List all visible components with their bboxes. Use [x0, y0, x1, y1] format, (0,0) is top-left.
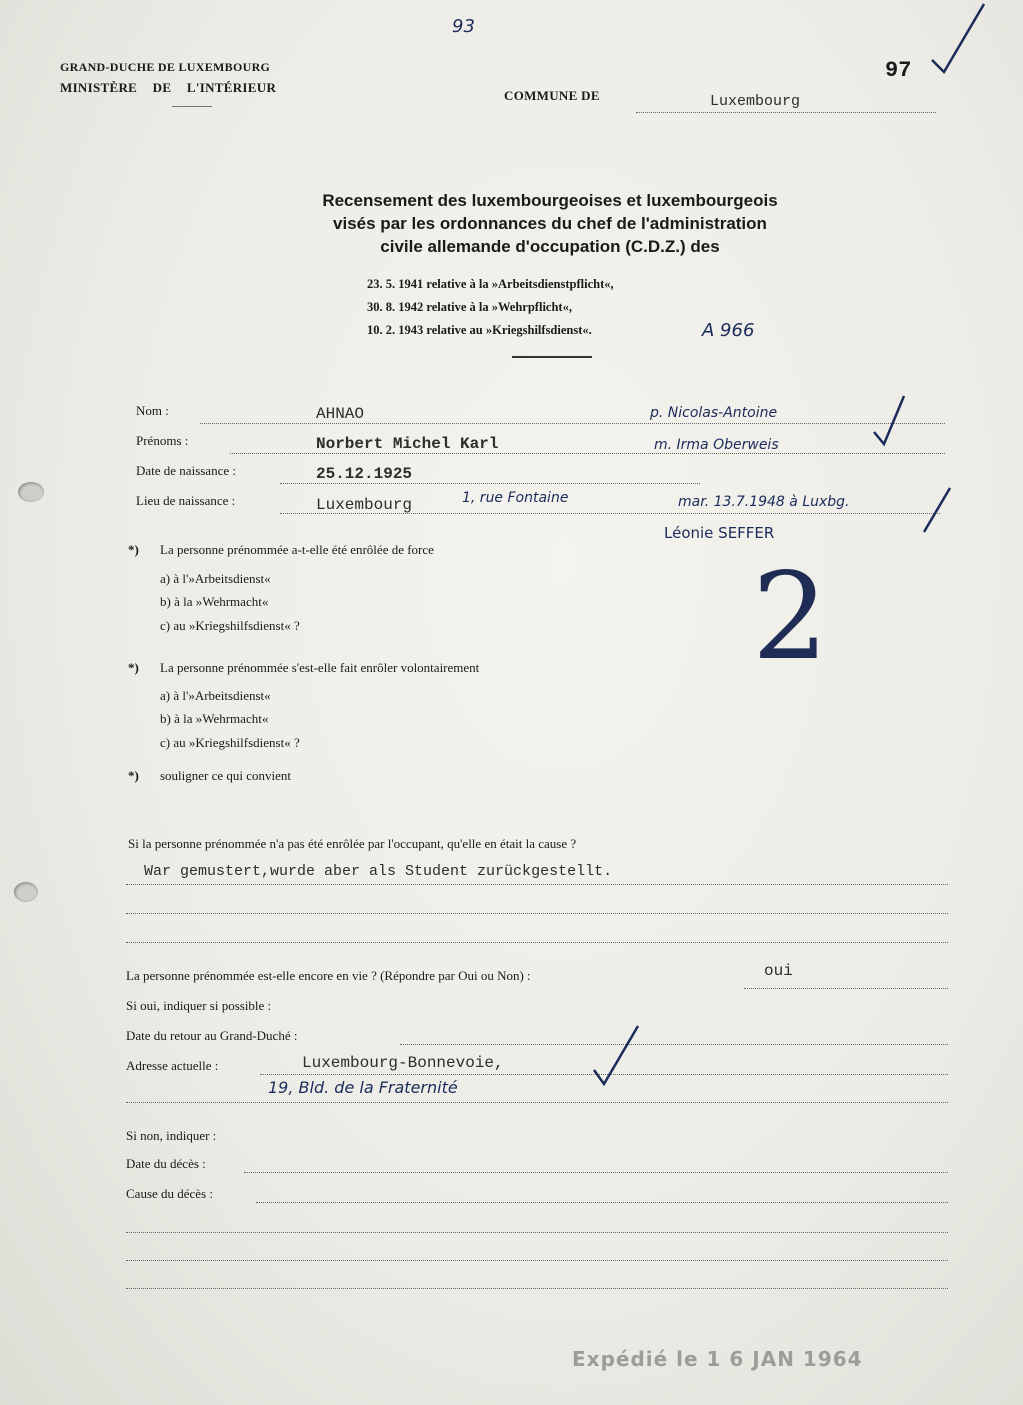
- prenoms-label: Prénoms :: [136, 433, 189, 448]
- if-yes-label: Si oui, indiquer si possible :: [126, 998, 272, 1013]
- forced-asterisk: *): [128, 542, 139, 557]
- address-line1-value: Luxembourg-Bonnevoie,: [302, 1054, 504, 1072]
- alive-line: [744, 988, 948, 989]
- check-mark-icon: [590, 1022, 650, 1092]
- cause-line-1: [126, 884, 948, 885]
- cause-line-3: [126, 942, 948, 943]
- dispatch-stamp: Expédié le 1 6 JAN 1964: [572, 1347, 863, 1371]
- top-annotation: 93: [452, 16, 475, 37]
- voluntary-question: La personne prénommée s'est-elle fait enrôler volontairement: [160, 660, 480, 675]
- ministry-underline: [172, 106, 212, 107]
- punch-hole-bottom: [14, 882, 38, 902]
- commune-label: COMMUNE DE: [504, 88, 600, 103]
- date-naissance-line: [280, 483, 700, 484]
- document-title-line2: visés par les ordonnances du chef de l'administration: [333, 214, 767, 233]
- ordinance-1: 23. 5. 1941 relative à la »Arbeitsdienstpflicht«,: [367, 277, 614, 291]
- lieu-naissance-value: Luxembourg: [316, 496, 413, 514]
- annotation-spouse: Léonie SEFFER: [664, 524, 775, 542]
- address-label: Adresse actuelle :: [126, 1058, 219, 1073]
- ordinance-2: 30. 8. 1942 relative à la »Wehrpflicht«,: [367, 300, 572, 314]
- death-cause-line-2: [126, 1232, 948, 1233]
- address-line-2: [126, 1102, 948, 1103]
- big-handwritten-mark: 2: [752, 548, 829, 687]
- prenoms-value: Norbert Michel Karl: [316, 435, 499, 453]
- nom-value: AHNAO: [316, 405, 365, 423]
- return-date-line: [400, 1044, 948, 1045]
- if-no-label: Si non, indiquer :: [126, 1128, 217, 1143]
- ordinance-3: 10. 2. 1943 relative au »Kriegshilfsdienst«.: [367, 323, 592, 337]
- forced-question: La personne prénommée a-t-elle été enrôlée de force: [160, 542, 434, 557]
- death-cause-label: Cause du décès :: [126, 1186, 214, 1201]
- voluntary-option-c: c) au »Kriegshilfsdienst« ?: [160, 735, 300, 750]
- prenoms-line: [230, 453, 945, 454]
- page-number: 97: [885, 58, 912, 83]
- underline-note: souligner ce qui convient: [160, 768, 292, 783]
- lieu-naissance-label: Lieu de naissance :: [136, 493, 236, 508]
- country-header: GRAND-DUCHE DE LUXEMBOURG: [60, 60, 271, 74]
- death-date-label: Date du décès :: [126, 1156, 206, 1171]
- cause-question: Si la personne prénommée n'a pas été enrôlée par l'occupant, qu'elle en était la cause ?: [128, 836, 577, 851]
- forced-option-c: c) au »Kriegshilfsdienst« ?: [160, 618, 300, 633]
- title-divider: [512, 356, 592, 358]
- note-asterisk: *): [128, 768, 139, 783]
- date-naissance-label: Date de naissance :: [136, 463, 236, 478]
- cause-line-2: [126, 913, 948, 914]
- check-mark-icon: [920, 484, 960, 544]
- date-naissance-value: 25.12.1925: [316, 465, 413, 483]
- check-mark-icon: [870, 392, 910, 452]
- annotation-father: p. Nicolas-Antoine: [650, 405, 778, 421]
- forced-option-a: a) à l'»Arbeitsdienst«: [160, 571, 271, 586]
- nom-label: Nom :: [136, 403, 169, 418]
- address-line2-value: 19, Bld. de la Fraternité: [268, 1078, 458, 1097]
- commune-line: [636, 112, 936, 113]
- annotation-marriage: mar. 13.7.1948 à Luxbg.: [678, 494, 850, 510]
- alive-answer: oui: [764, 962, 793, 980]
- ordinance-annotation: A 966: [702, 320, 755, 341]
- voluntary-asterisk: *): [128, 660, 139, 675]
- nom-line: [200, 423, 945, 424]
- annotation-mother: m. Irma Oberweis: [654, 437, 779, 453]
- punch-hole-top: [18, 482, 44, 502]
- voluntary-option-b: b) à la »Wehrmacht«: [160, 711, 269, 726]
- lieu-annotation: 1, rue Fontaine: [462, 490, 569, 506]
- alive-question: La personne prénommée est-elle encore en vie ? (Répondre par Oui ou Non) :: [126, 968, 531, 983]
- voluntary-option-a: a) à l'»Arbeitsdienst«: [160, 688, 271, 703]
- death-cause-line-1: [256, 1202, 948, 1203]
- death-date-line: [244, 1172, 948, 1173]
- death-cause-line-3: [126, 1260, 948, 1261]
- document-title-line1: Recensement des luxembourgeoises et luxembourgeois: [322, 191, 778, 210]
- ministry-header: MINISTÈRE DE L'INTÉRIEUR: [60, 80, 277, 95]
- death-cause-line-4: [126, 1288, 948, 1289]
- check-mark-icon: [928, 0, 988, 80]
- cause-answer: War gemustert,wurde aber als Student zurückgestellt.: [144, 863, 613, 880]
- commune-value: Luxembourg: [710, 93, 801, 110]
- document-title-line3: civile allemande d'occupation (C.D.Z.) des: [380, 237, 720, 256]
- return-date-label: Date du retour au Grand-Duché :: [126, 1028, 298, 1043]
- forced-option-b: b) à la »Wehrmacht«: [160, 594, 269, 609]
